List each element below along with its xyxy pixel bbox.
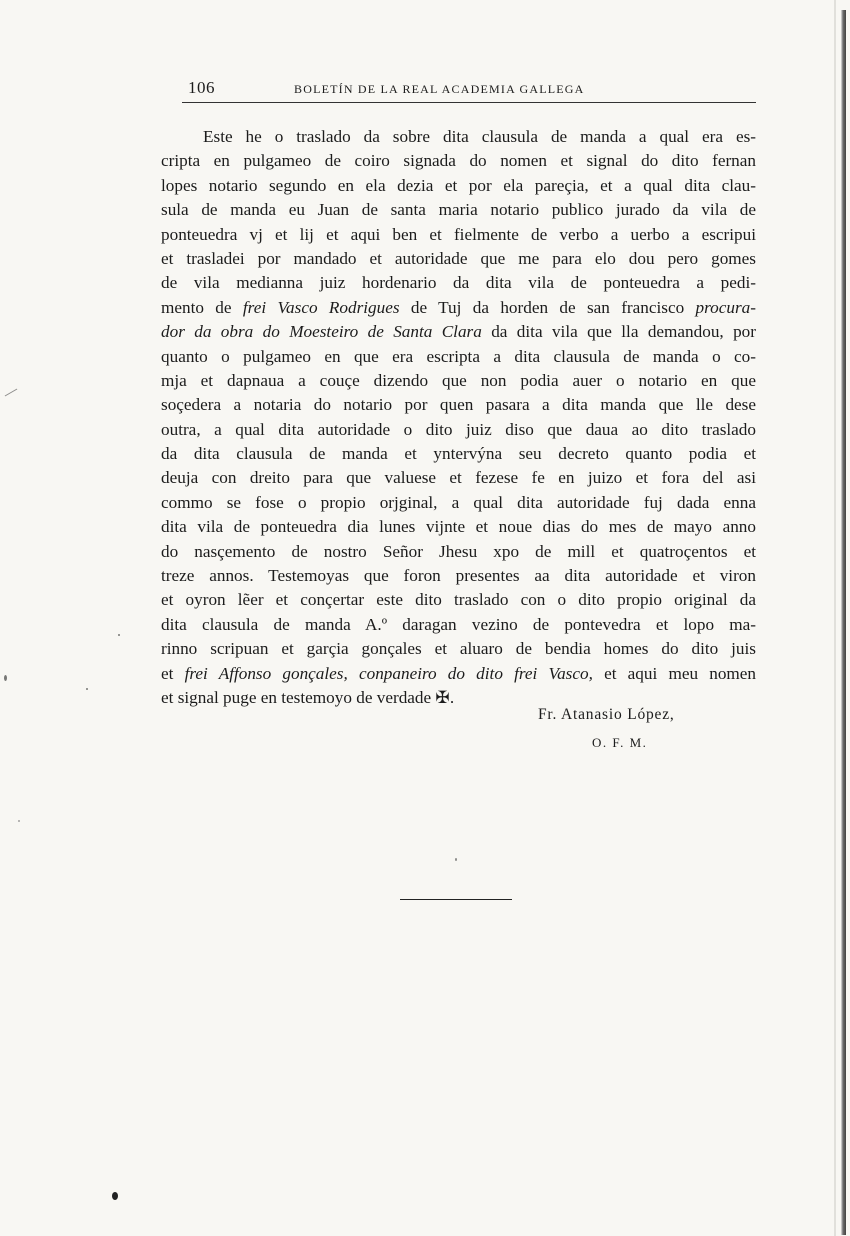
text-line: outra, a qual dita autoridade o dito juiz diso que daua ao dito traslado: [161, 419, 756, 439]
scan-speck: [5, 389, 18, 397]
scan-speck: [455, 858, 457, 861]
italic-name: frei Affonso gonçales, conpaneiro do dito frei Vasco,: [184, 663, 593, 683]
text-line: deuja con dreito para que valuese et fezese fe en juizo et fora del asi: [161, 468, 756, 488]
signature-name: Fr. Atanasio López,: [538, 706, 675, 723]
italic-title: dor da obra do Moesteiro de Santa Clara: [161, 322, 482, 342]
text-line: cripta en pulgameo de coiro signada do nomen et signal do dito fernan: [161, 151, 756, 171]
scan-speck: [86, 688, 88, 690]
text-line: [161, 296, 756, 320]
scan-speck: [18, 820, 20, 822]
text-line: dita vila de ponteuedra dia lunes vijnte et noue dias do mes de mayo anno: [161, 517, 756, 537]
text-line: lopes notario segundo en ela dezia et por ela pareçia, et a qual dita clau-: [161, 175, 756, 195]
text-run: et: [161, 663, 185, 683]
text-line: do nasçemento de nostro Señor Jhesu xpo de mill et quatroçentos et: [161, 541, 756, 561]
text-line: de vila medianna juiz hordenario da dita vila de ponteuedra a pedi-: [161, 273, 756, 293]
scan-speck: [4, 675, 7, 681]
scan-speck: [118, 634, 120, 636]
text-line: et oyron lẽer et conçertar este dito traslado con o dito propio original da: [161, 590, 756, 610]
text-line: et signal puge en testemoyo de verdade ✠.: [161, 687, 455, 707]
text-line: rinno scripuan et garçia gonçales et aluaro de bendia homes do dito juis: [161, 639, 756, 659]
binding-shadow: [834, 0, 836, 1236]
italic-name: frei Vasco Rodrigues: [242, 297, 400, 317]
text-run: mento de: [161, 297, 243, 317]
text-line: ponteuedra vj et lij et aqui ben et fielmente de verbo a uerbo a escripui: [161, 224, 756, 244]
body-text: [161, 125, 756, 710]
page-number: 106: [188, 78, 215, 97]
text-line: commo se fose o propio orjginal, a qual dita autoridade fuj dada enna: [161, 492, 756, 512]
text-line: [161, 320, 756, 344]
running-head: [182, 76, 756, 103]
text-run: de Tuj da horden de san francisco: [399, 297, 696, 317]
text-line: soçedera a notaria do notario por quen pasara a dita manda que lle dese: [161, 395, 756, 415]
text-line: sula de manda eu Juan de santa maria notario publico jurado da vila de: [161, 200, 756, 220]
text-line: treze annos. Testemoyas que foron presentes aa dita autoridade et viron: [161, 566, 756, 586]
scan-speck: [112, 1192, 118, 1200]
text-run: et aqui meu nomen: [592, 663, 757, 683]
text-line: dita clausula de manda A.º daragan vezino de pontevedra et lopo ma-: [161, 614, 756, 634]
signature-order: O. F. M.: [592, 735, 648, 750]
text-line: et trasladei por mandado et autoridade que me para elo dou pero gomes: [161, 248, 756, 268]
italic-title: procura-: [695, 297, 756, 317]
text-line: da dita clausula de manda et yntervýna seu decreto quanto podia et: [161, 444, 756, 464]
journal-title: BOLETÍN DE LA REAL ACADEMIA GALLEGA: [294, 82, 585, 96]
closing-rule: [400, 899, 512, 900]
text-line: Este he o traslado da sobre dita clausula de manda a qual era es-: [203, 127, 756, 146]
binding-edge: [841, 10, 846, 1235]
text-line: quanto o pulgameo en que era escripta a dita clausula de manda o co-: [161, 346, 756, 366]
text-line: [161, 662, 756, 686]
text-line: mja et dapnaua a couçe dizendo que non podia auer o notario en que: [161, 370, 756, 390]
text-run: da dita vila que lla demandou, por: [481, 322, 756, 342]
